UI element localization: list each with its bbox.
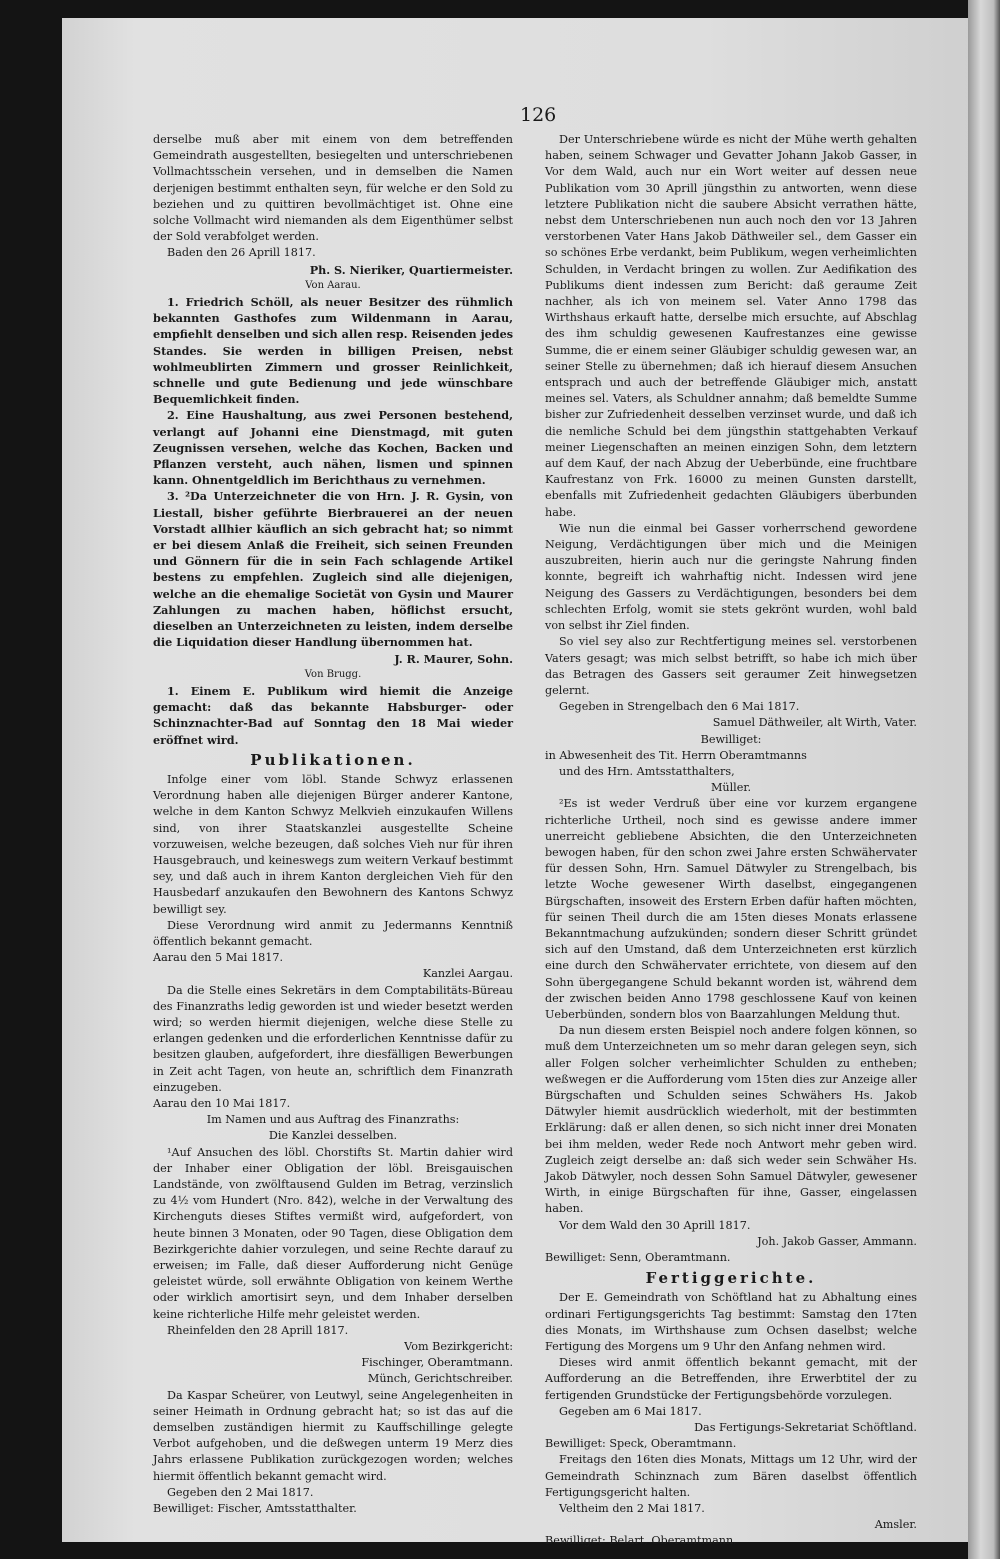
signature: Das Fertigungs-Sekretariat Schöftland. <box>694 1421 917 1435</box>
paragraph: Freitags den 16ten dies Monats, Mittags um 12 Uhr, wird der Gemeindrath Schinznach zum Bären daselbst öffentlich Fertigungsgericht halten. <box>545 1453 917 1499</box>
signature: und des Hrn. Amtsstatthalters, <box>559 764 735 778</box>
signature: Kanzlei Aargau. <box>422 967 513 981</box>
paragraph: Wie nun die einmal bei Gasser vorherrschend gewordene Neigung, Verdächtigungen über mich und die Meinigen auszubreiten, hierin auch nur die geringste Nahrung finden konnte, begreift ich wahrhaftig nicht. Indessen wird jene Neigung des Gassers zu Verdächtigungen, besonders bei dem schlechten Erfolg, womit sie stets gekrönt wurden, wohl bald von selbst ihr Ziel finden. <box>545 521 917 633</box>
publication: Diese Verordnung wird anmit zu Jedermanns Kenntniß öffentlich bekannt gemacht. <box>153 918 513 948</box>
section-label: Von Aarau. <box>305 279 361 291</box>
section-label: Von Brugg. <box>304 668 362 680</box>
paragraph: Dieses wird anmit öffentlich bekannt gemacht, mit der Aufforderung an die Betreffenden, ihre Erwerbtitel der zu fertigenden Grundstücke der Fertigungsbehörde vorzulegen. <box>545 1356 917 1402</box>
date-line: Gegeben am 6 Mai 1817. <box>559 1404 702 1418</box>
right-column <box>545 132 917 1550</box>
signature: Bewilliget: Speck, Oberamtmann. <box>545 1437 737 1451</box>
date-line: Gegeben den 2 Mai 1817. <box>167 1485 314 1499</box>
signature: Fischinger, Oberamtmann. <box>361 1356 513 1370</box>
paragraph: Der Unterschriebene würde es nicht der Mühe werth gehalten haben, seinem Schwager und Gevatter Johann Jakob Gasser, in Vor dem Wald, auch nur ein Wort weiter auf dessen neue Publikation vom 30 Aprill jüngsthin zu antworten, wenn diese letztere Publikation nicht die saubere Absicht verrathen hätte, nebst dem Unterschriebenen nun auch noch den vor 13 Jahren verstorbenen Vater Hans Jakob Däthweiler sel., dem Gasser ein so schönes Erbe verdankt, beim Publikum, wegen verheimlichten Schulden, in Verdacht bringen zu wollen. Zur Aedifikation des Publikums dient indessen zum Bericht: daß geraume Zeit nachher, als ich von meinem sel. Vater Anno 1798 das Wirthshaus erkauft hatte, derselbe mich ersuchte, auf Abschlag des ihm schuldig gewesenen Kaufrestanzes eine gewisse Summe, die er einem seiner Gläubiger schuldig gewesen war, an seiner Stelle zu übernehmen; daß ich hierauf diesem Ansuchen entsprach und auch der betreffende Gläubiger mich, anstatt meines sel. Vaters, als Schuldner annahm; daß bemeldte Summe bisher zur Zufriedenheit desselben verzinset wurde, und daß ich die nemliche Schuld bei dem jüngsthin stattgehabten Verkauf meiner Liegenschaften an meinen einzigen Sohn, dem letztern auf dem Kauf, der nach Abzug der Ueberbünde, eine fruchtbare Kaufrestanz von Frk. 16000 zu meinen Gunsten darstellt, ebenfalls mit Zufriedenheit gedachten Gläubigers überbunden habe. <box>545 133 917 519</box>
notice: 1. Einem E. Publikum wird hiemit die Anzeige gemacht: daß das bekannte Habsburger- oder Schinznachter-Bad auf Sonntag den 18 Mai wieder eröffnet wird. <box>153 683 513 747</box>
date-line: Veltheim den 2 Mai 1817. <box>559 1502 705 1516</box>
section-heading: Publikationen. <box>250 750 416 769</box>
notice: 2. Eine Haushaltung, aus zwei Personen bestehend, verlangt auf Johanni eine Dienstmagd, mit guten Zeugnissen versehen, welche das Kochen, Backen und Pflanzen versteht, auch nähen, lismen und spinnen kann. Ohnentgeldlich im Berichthaus zu vernehmen. <box>153 408 513 488</box>
date-line: Rheinfelden den 28 Aprill 1817. <box>167 1323 349 1337</box>
signature: in Abwesenheit des Tit. Herrn Oberamtmanns <box>545 748 807 762</box>
paragraph: Da nun diesem ersten Beispiel noch andere folgen können, so muß dem Unterzeichneten um so mehr daran gelegen seyn, sich aller Folgen solcher verheimlichter Schulden zu entheben; weßwegen er die Aufforderung vom 15ten dies zur Anzeige aller Bürgschaften und Schulden seines Schwähers Hs. Jakob Dätwyler hiemit ausdrücklich wiederholt, mit der bestimmten Erklärung: daß er allen denen, so sich nicht inner drei Monaten bei ihm melden, weder Rede noch Antwort mehr geben wird. Zugleich zeigt derselbe an: daß sich weder sein Schwäher Hs. Jakob Dätwyler, noch dessen Sohn Samuel Dätwyler, gewesener Wirth, in einige Bürgschaften für ihne, Gasser, eingelassen haben. <box>545 1024 917 1216</box>
date-line: Aarau den 10 Mai 1817. <box>153 1096 291 1110</box>
notice: 3. ²Da Unterzeichneter die von Hrn. J. R. Gysin, von Liestall, bisher geführte Bierbrauerei an der neuen Vorstadt allhier käuflich an sich gebracht hat; so nimmt er bei diesem Anlaß die Freiheit, sich seinen Freunden und Gönnern für die in sein Fach schlagende Artikel bestens zu empfehlen. Zugleich sind alle diejenigen, welche an die ehemalige Societät von Gysin und Maurer Zahlungen zu machen haben, höflichst ersucht, dieselben an Unterzeichneten zu leisten, indem derselbe die Liquidation dieser Handlung übernommen hat. <box>153 489 513 650</box>
signature: Bewilliget: Fischer, Amtsstatthalter. <box>153 1502 357 1516</box>
paragraph: ²Es ist weder Verdruß über eine vor kurzem ergangene richterliche Urtheil, noch sind es gewisse andere immer unerreicht gebliebene Absichten, die den Unterzeichneten bewogen haben, für den schon zwei Jahre ersten Schwähervater für dessen Sohn, Hrn. Samuel Dätwyler zu Strengelbach, bis letzte Woche gewesener Wirth daselbst, eingegangenen Bürgschaften, insoweit des Erstern Erben dafür haften möchten, für seinen Theil durch die am 15ten dieses Monats erlassene Bekanntmachung aufzukünden; sondern dieser Schritt gründet sich auf den Umstand, daß dem Unterzeichneten erst kürzlich eine durch den Schwähervater errichtete, von diesem auf den Sohn übergegangene Schuld bekannt worden ist, während dem der zwischen beiden Anno 1798 geschlossene Kauf von keinen Ueberbünden, sondern blos von Baarzahlungen Meldung thut. <box>545 797 917 1021</box>
date-line: Aarau den 5 Mai 1817. <box>153 951 284 965</box>
paragraph: So viel sey also zur Rechtfertigung meines sel. verstorbenen Vaters gesagt; was mich selbst betrifft, so habe ich mich über das Betragen des Gassers seit geraumer Zeit hinwegsetzen gelernt. <box>545 635 917 697</box>
signature: Im Namen und aus Auftrag des Finanzraths: <box>206 1113 460 1127</box>
signature: Bewilliget: <box>700 732 762 746</box>
signature: Joh. Jakob Gasser, Ammann. <box>757 1234 917 1248</box>
date-line: Gegeben in Strengelbach den 6 Mai 1817. <box>559 700 800 714</box>
publication: ¹Auf Ansuchen des löbl. Chorstifts St. Martin dahier wird der Inhaber einer Obligation der löbl. Breisgauischen Landstände, von zwölftausend Gulden im Betrag, verzinslich zu 4½ vom Hundert (Nro. 842), welche in der Verwaltung des Kirchenguts dieses Stiftes vermißt wird, aufgefordert, von heute binnen 3 Monaten, oder 90 Tagen, diese Obligation dem Bezirkgerichte dahier vorzulegen, und seine Rechte darauf zu erweisen; im Falle, daß dieser Aufforderung nicht Genüge geleistet würde, soll erwähnte Obligation von keinem Werthe oder wirklich amortisirt seyn, und dem Inhaber derselben keine richterliche Hilfe mehr geleistet werden. <box>153 1145 513 1321</box>
signature: J. R. Maurer, Sohn. <box>394 651 513 666</box>
signature: Müller. <box>710 781 752 795</box>
publication: Da Kaspar Scheürer, von Leutwyl, seine Angelegenheiten in seiner Heimath in Ordnung gebracht hat; so ist das auf die demselben zuständigen hiermit zu Kauffschillinge gelegte Verbot aufgehoben, und die deßwegen unterm 19 Merz dies Jahrs erlassene Publikation zurückgezogen worden; welches hiermit öffentlich bekannt gemacht wird. <box>153 1388 513 1483</box>
signature: Die Kanzlei desselben. <box>268 1129 398 1143</box>
signature: Bewilliget: Belart, Oberamtmann. <box>545 1534 737 1548</box>
page-number: 126 <box>520 104 557 126</box>
signature: Ph. S. Nieriker, Quartiermeister. <box>309 262 513 277</box>
signature: Samuel Däthweiler, alt Wirth, Vater. <box>712 716 917 730</box>
left-column <box>153 132 513 1517</box>
signature: Amsler. <box>874 1518 917 1532</box>
date-line: Baden den 26 Aprill 1817. <box>167 246 316 260</box>
signature: Vom Bezirkgericht: <box>404 1340 513 1354</box>
signature: Bewilliget: Senn, Oberamtmann. <box>545 1251 731 1265</box>
paragraph: Der E. Gemeindrath von Schöftland hat zu Abhaltung eines ordinari Fertigungsgerichts Tag bestimmt: Samstag den 17ten dies Monats, im Wirthshause zum Ochsen daselbst; welche Fertigung des Morgens um 9 Uhr den Anfang nehmen wird. <box>545 1291 917 1354</box>
paragraph: derselbe muß aber mit einem von dem betreffenden Gemeindrath ausgestellten, besiegelten und unterschriebenen Vollmachtsschein versehen, und in demselben die Namen derjenigen bestimmt enthalten seyn, für welche er den Sold zu beziehen und zu quittiren bevollmächtiget ist. Ohne eine solche Vollmacht wird niemanden als dem Eigenthümer selbst der Sold verabfolget werden. <box>153 133 513 244</box>
notice: 1. Friedrich Schöll, als neuer Besitzer des rühmlich bekannten Gasthofes zum Wildenmann in Aarau, empfiehlt denselben und sich allen resp. Reisenden jedes Standes. Sie werden in billigen Preisen, nebst wohlmeublirten Zimmern und grosser Reinlichkeit, schnelle und gute Bedienung und jede wünschbare Bequemlichkeit finden. <box>153 295 513 407</box>
publication: Infolge einer vom löbl. Stande Schwyz erlassenen Verordnung haben alle diejenigen Bürger anderer Kantone, welche in dem Kanton Schwyz Melkvieh einzukaufen Willens sind, von ihrer Staatskanzlei ausgestellte Scheine vorzuweisen, welche bezeugen, daß solches Vieh nur für ihren Hausgebrauch, und keineswegs zum weitern Verkauf bestimmt sey, und daß auch in ihrem Kanton dergleichen Vieh für den Hausbedarf anzukaufen den Bewohnern des Kantons Schwyz bewilligt sey. <box>153 772 513 916</box>
section-heading: Fertiggerichte. <box>645 1269 817 1288</box>
signature: Münch, Gerichtschreiber. <box>367 1372 513 1386</box>
date-line: Vor dem Wald den 30 Aprill 1817. <box>559 1218 751 1232</box>
publication: Da die Stelle eines Sekretärs in dem Comptabilitäts-Büreau des Finanzraths ledig geworden ist und wieder besetzt werden wird; so werden hiermit diejenigen, welche diese Stelle zu erlangen gedenken und die erforderlichen Kenntnisse dafür zu besitzen glauben, aufgefordert, ihre diesfälligen Bewerbungen in Zeit acht Tagen, von heute an, schriftlich dem Finanzrath einzugeben. <box>153 983 513 1094</box>
page-edge <box>968 0 1000 1559</box>
